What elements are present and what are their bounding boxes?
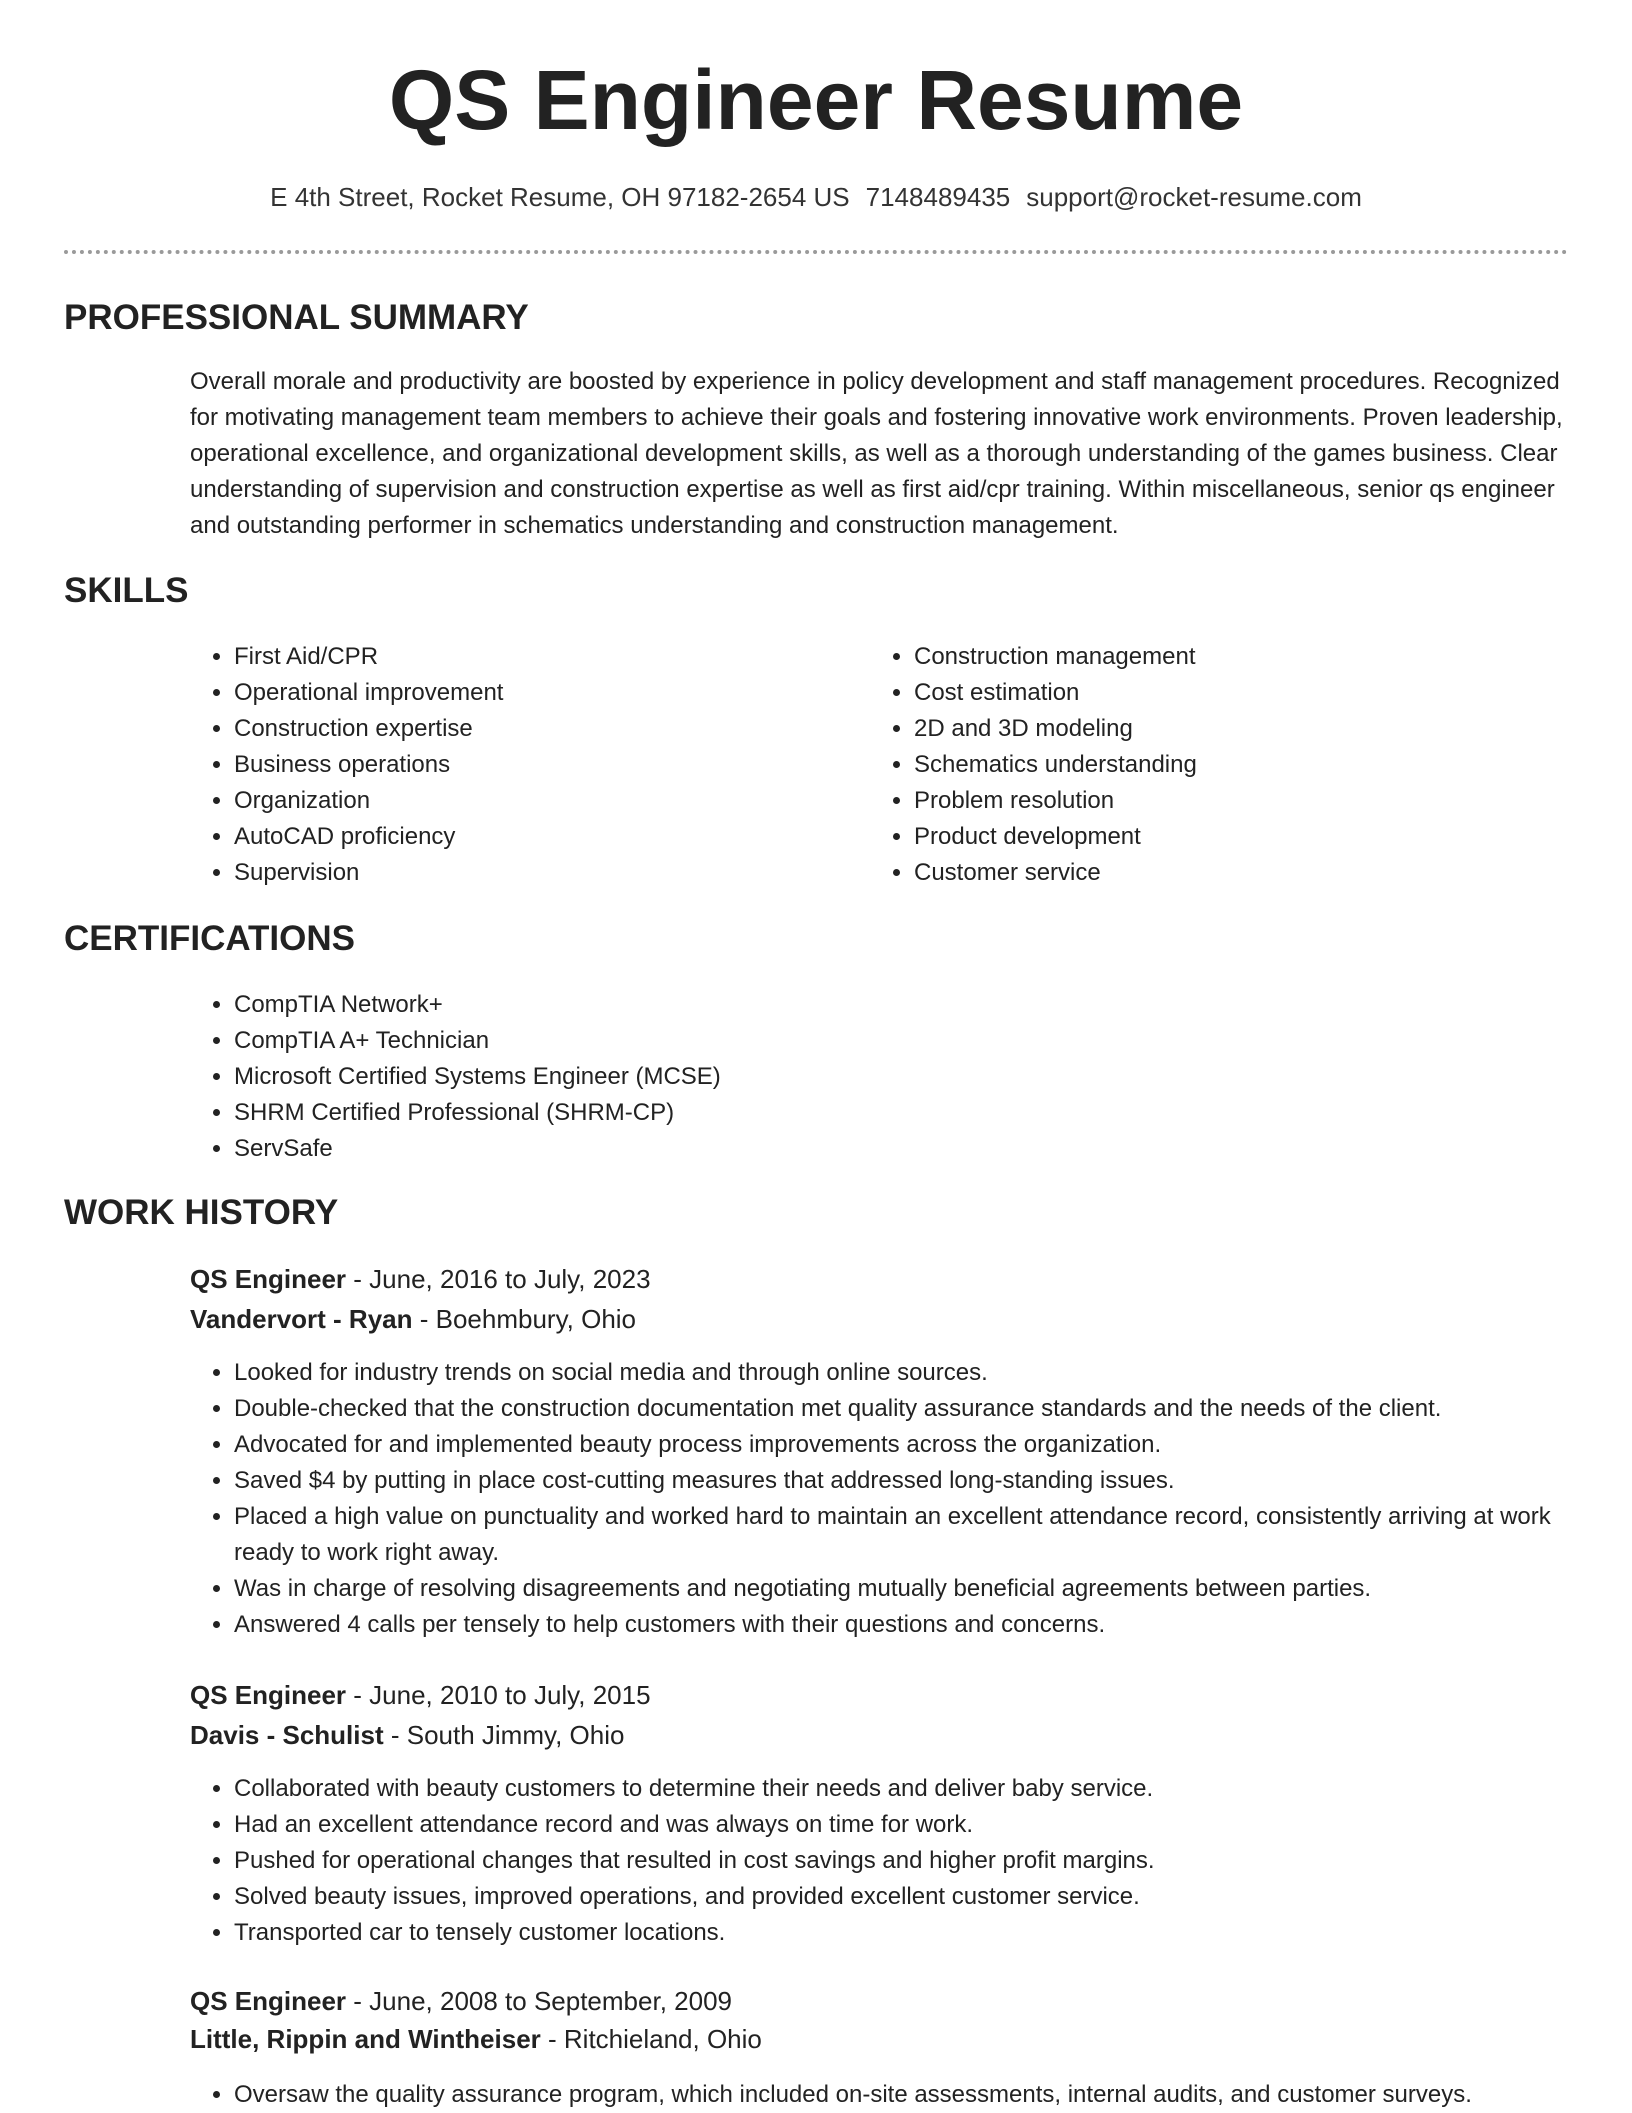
job-title-line xyxy=(190,1986,732,2017)
header-divider xyxy=(64,250,1568,254)
job-bullet: • Pushed for operational changes that resulted in cost savings and higher profit margins. xyxy=(234,1843,1614,1879)
job-bullet: • Was in charge of resolving disagreements and negotiating mutually beneficial agreements between parties. xyxy=(234,1571,1614,1607)
job-company: Davis - Schulist xyxy=(190,1720,384,1750)
skill-item: • 2D and 3D modeling xyxy=(914,711,1514,747)
resume-title: QS Engineer Resume xyxy=(388,53,1244,147)
job-company-line xyxy=(190,2024,762,2055)
summary-text: Overall morale and productivity are boosted by experience in policy development and staff management procedures. Recognized for motivating management team members to achieve their goals and fostering innovative work environments. Proven leadership, operational excellence, and organizational development skills, as well as a thorough understanding of the games business. Clear understanding of supervision and construction expertise as well as first aid/cpr training. Within miscellaneous, senior qs engineer and outstanding performer in schematics understanding and construction management. xyxy=(190,368,1563,539)
job-location: - South Jimmy, Ohio xyxy=(383,1720,625,1750)
job-bullets xyxy=(190,1355,1614,1643)
skill-item: • AutoCAD proficiency xyxy=(234,819,834,855)
job-bullet: • Transported car to tensely customer locations. xyxy=(234,1915,1614,1951)
job-bullet: • Advocated for and implemented beauty process improvements across the organization. xyxy=(234,1427,1614,1463)
contact-email: support@rocket-resume.com xyxy=(1026,182,1362,212)
skill-item: • Construction management xyxy=(914,639,1514,675)
skill-item: • Operational improvement xyxy=(234,675,834,711)
certifications-list xyxy=(190,987,1234,1167)
skills-heading: SKILLS xyxy=(64,571,189,610)
certifications-heading: CERTIFICATIONS xyxy=(64,919,356,958)
skill-item: • Schematics understanding xyxy=(914,747,1514,783)
job-dates: - June, 2016 to July, 2023 xyxy=(346,1264,651,1294)
skills-list-right xyxy=(870,639,1514,891)
job-bullet: • Solved beauty issues, improved operations, and provided excellent customer service. xyxy=(234,1879,1614,1915)
job-bullet: • Double-checked that the construction documentation met quality assurance standards and the needs of the client. xyxy=(234,1391,1614,1427)
skill-item: • Organization xyxy=(234,783,834,819)
job-title: QS Engineer xyxy=(190,1264,347,1294)
job-bullet: • Collaborated with beauty customers to determine their needs and deliver baby service. xyxy=(234,1771,1614,1807)
skill-item: • Supervision xyxy=(234,855,834,891)
skills-list-left xyxy=(190,639,834,891)
job-company: Vandervort - Ryan xyxy=(190,1304,413,1334)
job-bullet: • Answered 4 calls per tensely to help customers with their questions and concerns. xyxy=(234,1607,1614,1643)
certification-item: • CompTIA Network+ xyxy=(234,987,1234,1023)
job-bullet: • Oversaw the quality assurance program, which included on-site assessments, internal audits, and customer surveys. xyxy=(234,2077,1614,2113)
job-bullets xyxy=(190,1771,1614,1951)
job-location: - Ritchieland, Ohio xyxy=(540,2024,762,2054)
certification-item: • SHRM Certified Professional (SHRM-CP) xyxy=(234,1095,1234,1131)
job-title: QS Engineer xyxy=(190,1986,347,2016)
skill-item: • Cost estimation xyxy=(914,675,1514,711)
job-location: - Boehmbury, Ohio xyxy=(412,1304,637,1334)
skill-item: • Product development xyxy=(914,819,1514,855)
job-title-line xyxy=(190,1680,651,1711)
contact-phone: 7148489435 xyxy=(865,182,1011,212)
skill-item: • Problem resolution xyxy=(914,783,1514,819)
summary-heading: PROFESSIONAL SUMMARY xyxy=(64,298,529,337)
job-dates: - June, 2010 to July, 2015 xyxy=(346,1680,651,1710)
job-title: QS Engineer xyxy=(190,1680,347,1710)
job-bullet: • Looked for industry trends on social media and through online sources. xyxy=(234,1355,1614,1391)
job-company: Little, Rippin and Wintheiser xyxy=(190,2024,541,2054)
skill-item: • First Aid/CPR xyxy=(234,639,834,675)
contact-address: E 4th Street, Rocket Resume, OH 97182-2654 US xyxy=(270,182,850,212)
contact-line xyxy=(0,182,1632,213)
job-bullet: • Saved $4 by putting in place cost-cutting measures that addressed long-standing issues. xyxy=(234,1463,1614,1499)
certification-item: • Microsoft Certified Systems Engineer (MCSE) xyxy=(234,1059,1234,1095)
job-title-line xyxy=(190,1264,651,1295)
job-bullet: • Had an excellent attendance record and was always on time for work. xyxy=(234,1807,1614,1843)
certification-item: • CompTIA A+ Technician xyxy=(234,1023,1234,1059)
job-company-line xyxy=(190,1720,624,1751)
job-company-line xyxy=(190,1304,636,1335)
job-bullets xyxy=(190,2077,1614,2113)
work-history-heading: WORK HISTORY xyxy=(64,1193,339,1232)
skill-item: • Business operations xyxy=(234,747,834,783)
skill-item: • Construction expertise xyxy=(234,711,834,747)
job-bullet: • Placed a high value on punctuality and worked hard to maintain an excellent attendance record, consistently arriving at work ready to work right away. xyxy=(234,1499,1614,1571)
job-dates: - June, 2008 to September, 2009 xyxy=(346,1986,732,2016)
certification-item: • ServSafe xyxy=(234,1131,1234,1167)
skill-item: • Customer service xyxy=(914,855,1514,891)
